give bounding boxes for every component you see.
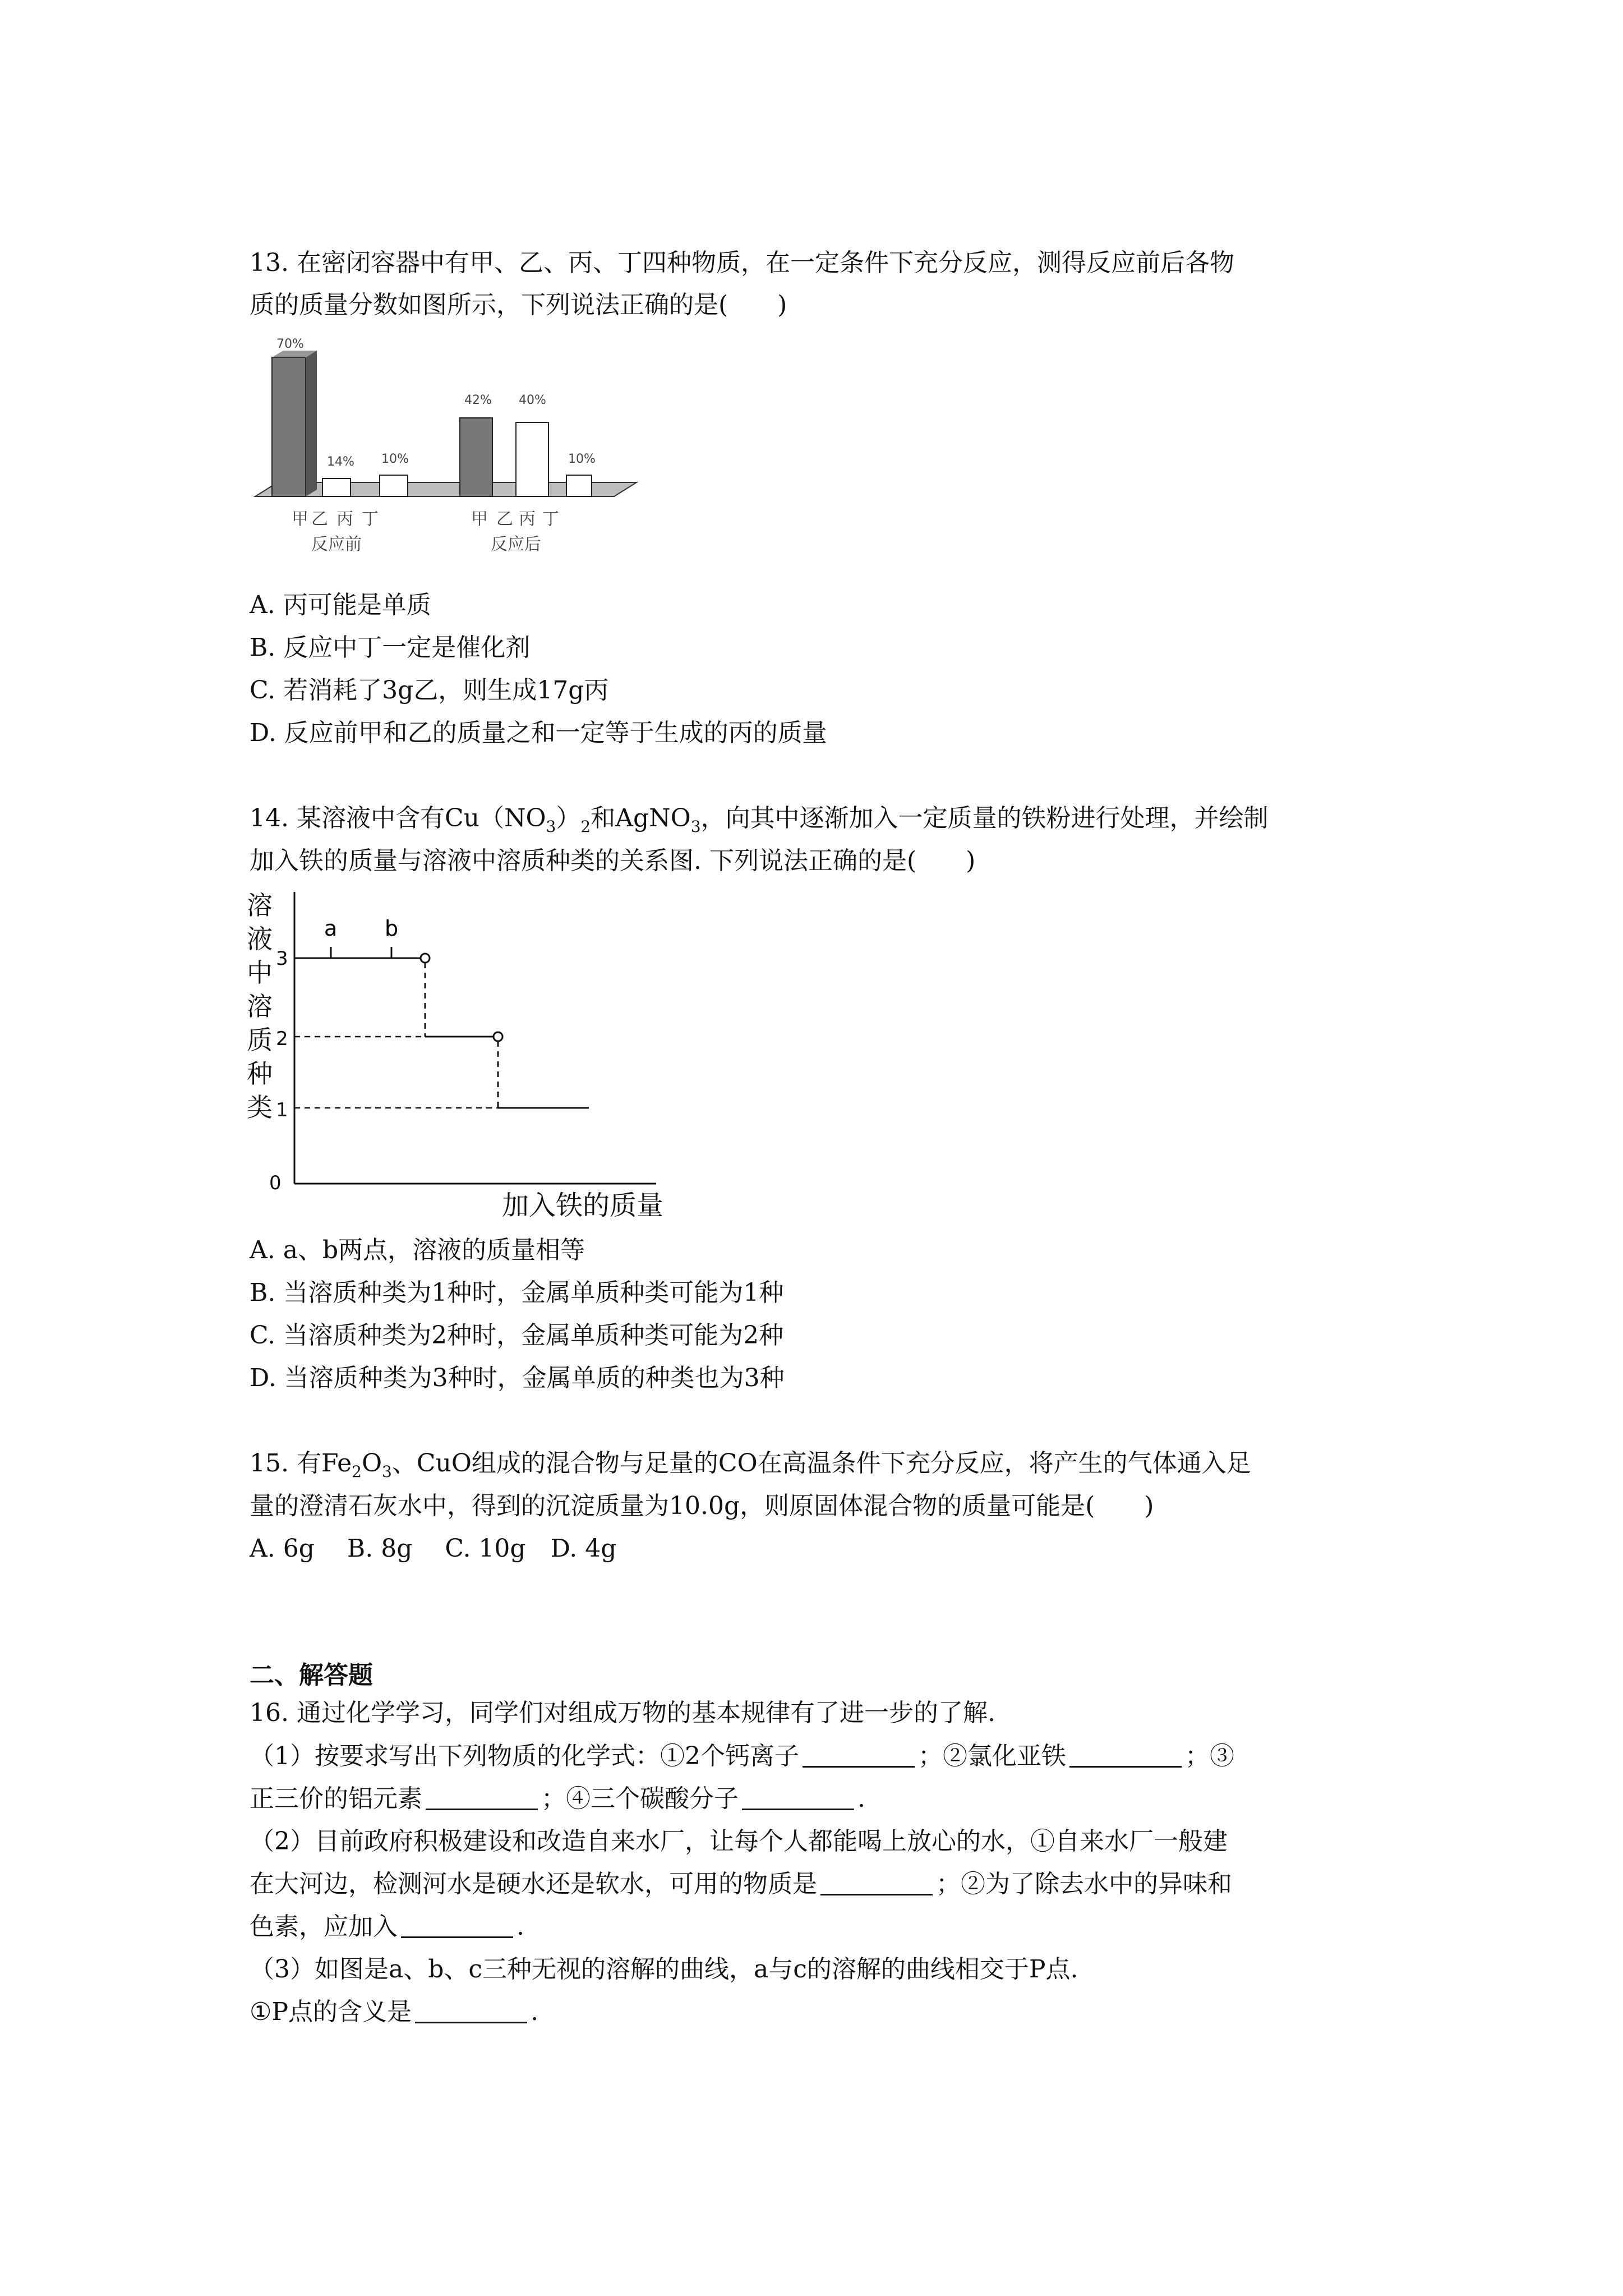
answer-blank[interactable]: [401, 1914, 513, 1938]
q16-part1-line2: 正三价的铝元素 ；④三个碳酸分子 .: [250, 1784, 865, 1813]
q14-stem-line2: 加入铁的质量与溶液中溶质种类的关系图. 下列说法正确的是( ): [250, 846, 976, 875]
q13-val-jia-before: 70%: [276, 337, 304, 351]
q13-stem-line2: 质的质量分数如图所示，下列说法正确的是( ): [250, 291, 787, 319]
q16-part3-line2: ①P点的含义是 .: [250, 1998, 539, 2026]
q14-option-a: A. a、b两点，溶液的质量相等: [250, 1236, 585, 1264]
q13-bar-jia-before: [272, 357, 306, 496]
q13-bar-ding-before: [380, 475, 408, 496]
q14-ytick-1: 1: [276, 1099, 288, 1121]
q13-label-before: 反应前: [311, 535, 362, 554]
answer-blank[interactable]: [426, 1786, 538, 1810]
q16-part2-line3: 色素，应加入 .: [250, 1912, 524, 1941]
q13-after-group: [460, 393, 596, 496]
q13-option-a: A. 丙可能是单质: [250, 591, 431, 619]
q13-bar-ding-after: [566, 475, 592, 496]
q13-val-ding-before: 10%: [381, 452, 409, 466]
q13-bar-figure: [250, 334, 642, 569]
q14-xlabel: 加入铁的质量: [502, 1190, 664, 1221]
q13-val-jia-after: 42%: [464, 393, 492, 407]
q13-label-ding-2: 丁: [542, 509, 559, 529]
answer-blank[interactable]: [803, 1743, 915, 1768]
q16-intro: 16. 通过化学学习，同学们对组成万物的基本规律有了进一步的了解.: [250, 1699, 995, 1727]
q14-open-point-2: [494, 1032, 502, 1041]
q16-part1-line1: （1）按要求写出下列物质的化学式：①2个钙离子 ；②氯化亚铁 ；③: [250, 1742, 1234, 1770]
q14-ylabel-char-6: 种: [247, 1059, 273, 1089]
q14-option-b: B. 当溶质种类为1种时，金属单质种类可能为1种: [250, 1278, 784, 1307]
q13-before-group: [272, 337, 409, 496]
q13-label-after: 反应后: [491, 535, 541, 554]
answer-blank[interactable]: [742, 1786, 854, 1810]
q13-option-c: C. 若消耗了3g乙，则生成17g丙: [250, 676, 609, 705]
q15-options: A. 6g B. 8g C. 10g D. 4g: [250, 1534, 617, 1563]
q14-option-c: C. 当溶质种类为2种时，金属单质种类可能为2种: [250, 1321, 784, 1350]
q14-open-point-1: [421, 954, 430, 963]
q13-label-yi-2: 乙: [496, 509, 513, 529]
q14-ylabel-char-4: 溶: [247, 991, 273, 1022]
q14-ylabel-char-5: 质: [247, 1025, 273, 1055]
q14-ytick-2: 2: [276, 1028, 288, 1050]
q15-stem-line1: 15. 有$Fe_2O_3$、CuO组成的混合物与足量的CO在高温条件下充分反应，将产生的气体通入足: [250, 1449, 1251, 1481]
q14-point-label-a: a: [324, 916, 338, 941]
q14-ylabel-char-1: 溶: [247, 890, 273, 921]
q13-val-bing-after: 40%: [519, 393, 546, 407]
answer-blank[interactable]: [1069, 1743, 1182, 1768]
q13-val-yi-before: 14%: [327, 455, 354, 469]
q15-stem-line2: 量的澄清石灰水中，得到的沉淀质量为10.0g，则原固体混合物的质量可能是( ): [250, 1492, 1154, 1520]
q13-label-yi-1: 乙: [311, 509, 328, 529]
q13-val-ding-after: 10%: [568, 452, 596, 466]
section-title: 二、解答题: [250, 1661, 373, 1690]
q14-step-chart: [247, 886, 707, 1234]
q13-label-bing-2: 丙: [519, 509, 536, 529]
q13-option-d: D. 反应前甲和乙的质量之和一定等于生成的丙的质量: [250, 719, 827, 747]
q16-part2-line2: 在大河边，检测河水是硬水还是软水，可用的物质是 ；②为了除去水中的异味和: [250, 1870, 1232, 1898]
q13-label-jia-2: 甲: [471, 509, 488, 529]
q13-option-b: B. 反应中丁一定是催化剂: [250, 633, 531, 662]
q16-part2-line1: （2）目前政府积极建设和改造自来水厂，让每个人都能喝上放心的水，①自来水厂一般建: [250, 1827, 1228, 1856]
q13-label-jia-1: 甲: [292, 509, 308, 529]
q16-part3-line1: （3）如图是a、b、c三种无视的溶解的曲线，a与c的溶解的曲线相交于P点.: [250, 1955, 1078, 1984]
q14-stem-line1: 14. 某溶液中含有$Cu(NO_3)_2$和AgNO$_3$，向其中逐渐加入一定质量的铁粉进行处理，并绘制: [250, 804, 1269, 836]
q14-option-d: D. 当溶质种类为3种时，金属单质的种类也为3种: [250, 1364, 785, 1392]
q13-bar-yi-before: [322, 478, 351, 496]
answer-blank[interactable]: [820, 1871, 933, 1895]
q13-label-bing-1: 丙: [336, 509, 353, 529]
q14-ytick-3: 3: [276, 947, 288, 970]
q13-bar-jia-after: [460, 418, 492, 496]
q14-ytick-0: 0: [269, 1172, 282, 1194]
q14-point-label-b: b: [385, 916, 399, 941]
q13-stem-line1: 13. 在密闭容器中有甲、乙、丙、丁四种物质，在一定条件下充分反应，测得反应前后各物: [250, 249, 1234, 277]
q14-ylabel-char-3: 中: [247, 958, 273, 988]
q13-bar-bing-after: [516, 422, 548, 496]
q13-label-ding-1: 丁: [362, 509, 379, 529]
q14-ylabel-char-2: 液: [247, 924, 273, 954]
answer-blank[interactable]: [415, 1999, 527, 2023]
q14-ylabel-char-7: 类: [247, 1092, 273, 1122]
